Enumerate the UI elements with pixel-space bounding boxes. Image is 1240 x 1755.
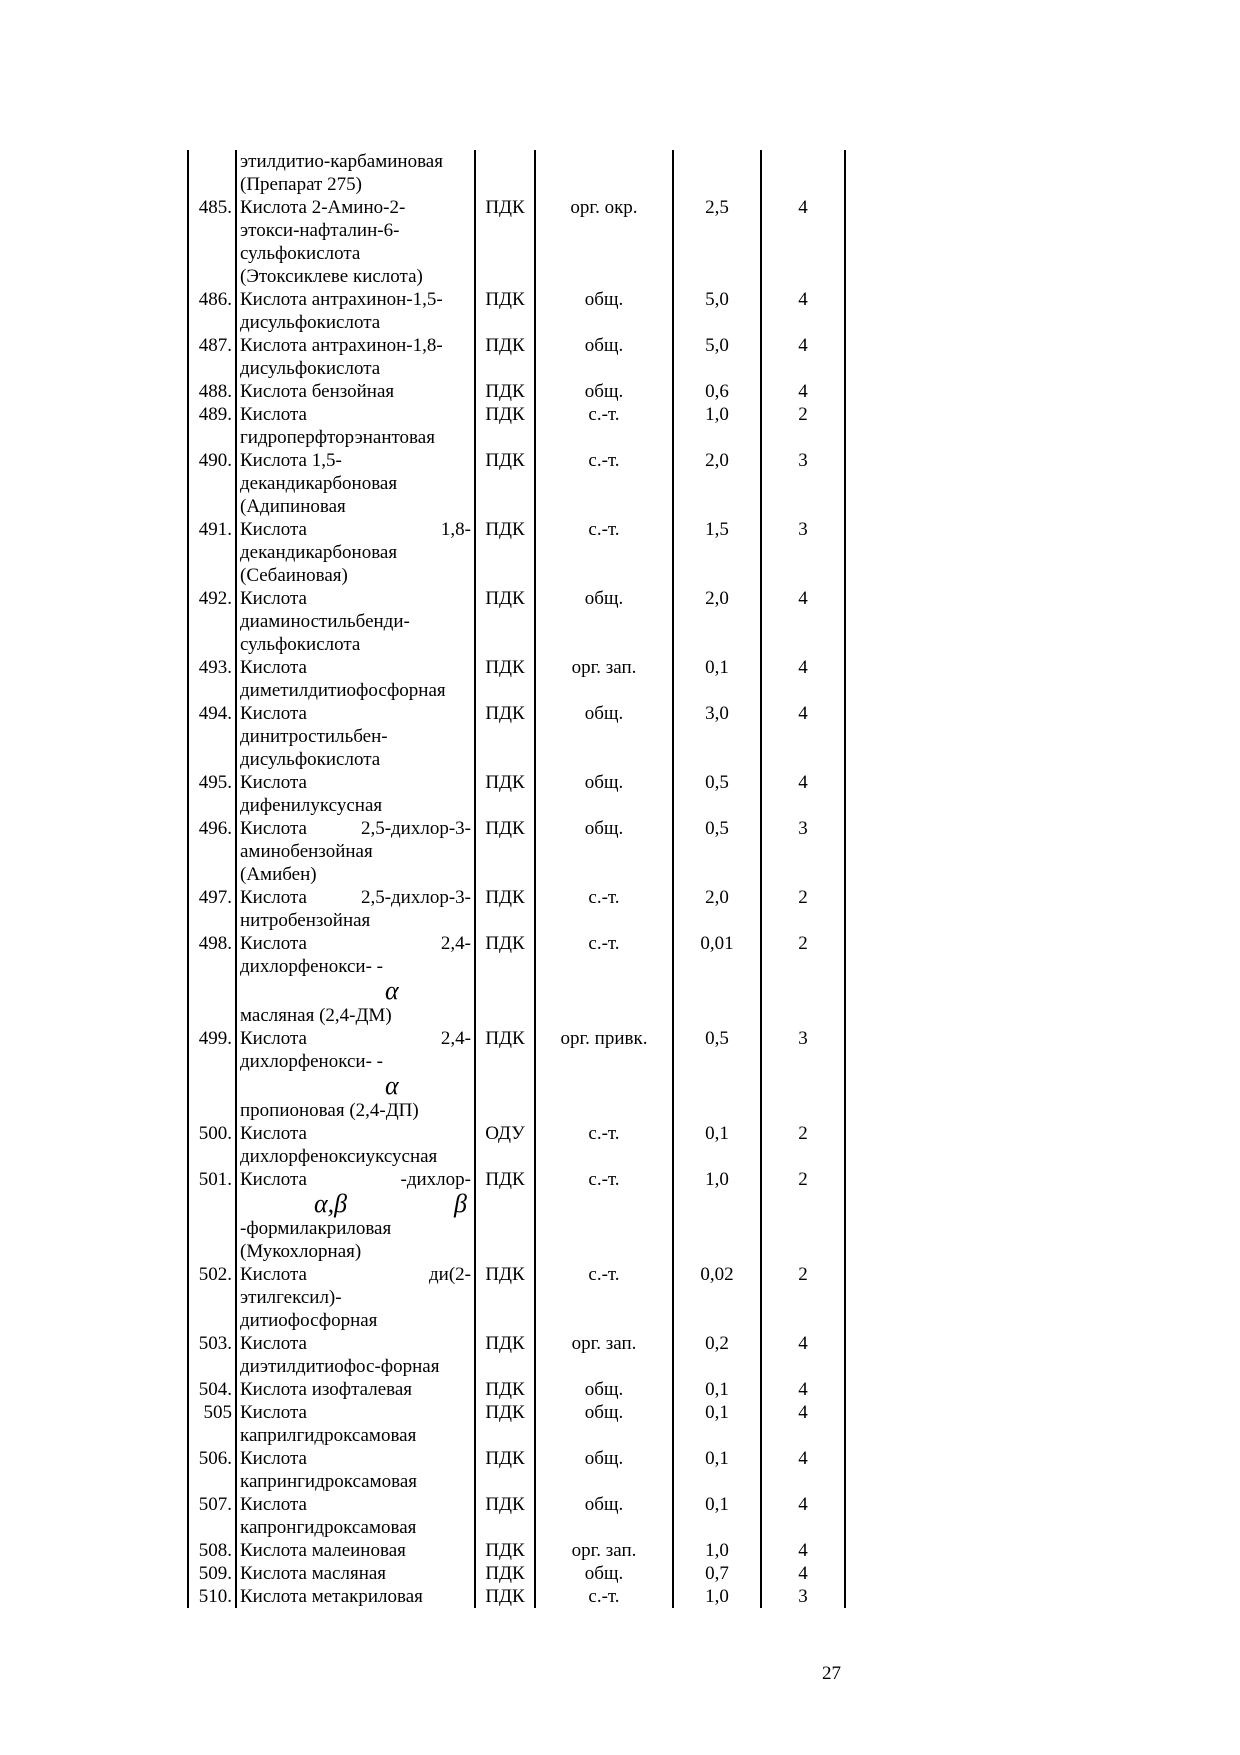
substance-name — [236, 702, 475, 771]
norm-type: ПДК — [475, 656, 535, 702]
name-line: (Себаиновая) — [240, 565, 348, 586]
hazard-sign: орг. зап. — [535, 1539, 673, 1562]
name-line: Кислота 2,4- — [240, 933, 471, 954]
name-line: капронгидроксамовая — [240, 1517, 417, 1538]
name-line: Кислота — [240, 404, 307, 425]
row-number: 499. — [188, 1027, 236, 1122]
hazard-sign: с.-т. — [535, 932, 673, 1027]
name-line: Кислота изофталевая — [240, 1379, 413, 1400]
norm-type: ПДК — [475, 449, 535, 518]
name-line: дихлорфенокси- - — [240, 1051, 383, 1072]
substance-name — [236, 817, 475, 886]
norm-type: ПДК — [475, 1263, 535, 1332]
substance-name — [236, 380, 475, 403]
norm-value: 1,0 — [673, 1585, 761, 1608]
name-line: Кислота — [240, 772, 307, 793]
name-line: Кислота — [240, 703, 307, 724]
hazard-sign: общ. — [535, 1401, 673, 1447]
hazard-sign: орг. зап. — [535, 1332, 673, 1378]
name-line: масляная (2,4-ДМ) — [240, 1005, 392, 1026]
table-row — [188, 587, 845, 656]
hazard-sign: общ. — [535, 771, 673, 817]
norm-value: 2,0 — [673, 886, 761, 932]
hazard-sign: орг. окр. — [535, 196, 673, 288]
greek-symbol: α — [385, 1071, 399, 1100]
substance-name — [236, 1401, 475, 1447]
name-line: (Адипиновая — [240, 496, 346, 517]
row-number: 489. — [188, 403, 236, 449]
hazard-class: 4 — [761, 702, 845, 771]
norm-value: 0,1 — [673, 1122, 761, 1168]
table-row — [188, 1263, 845, 1332]
substance-name — [236, 150, 475, 196]
substance-name — [236, 1332, 475, 1378]
norm-type: ПДК — [475, 1539, 535, 1562]
name-line: -формилакриловая — [240, 1218, 392, 1239]
norm-value: 5,0 — [673, 288, 761, 334]
table-row — [188, 932, 845, 1027]
hazard-sign: с.-т. — [535, 1122, 673, 1168]
substance-name — [236, 518, 475, 587]
table-row — [188, 656, 845, 702]
hazard-class: 3 — [761, 1027, 845, 1122]
table-row — [188, 334, 845, 380]
substance-name — [236, 1585, 475, 1608]
substance-name — [236, 1562, 475, 1585]
name-line: декандикарбоновая — [240, 542, 398, 563]
hazard-sign: орг. привк. — [535, 1027, 673, 1122]
name-line: дисульфокислота — [240, 312, 381, 333]
name-line: Кислота — [240, 1333, 307, 1354]
page-number: 27 — [822, 1663, 841, 1684]
norm-type: ОДУ — [475, 1122, 535, 1168]
hazard-sign: общ. — [535, 288, 673, 334]
substance-name — [236, 656, 475, 702]
row-number: 506. — [188, 1447, 236, 1493]
name-line: дисульфокислота — [240, 749, 381, 770]
hazard-class: 3 — [761, 518, 845, 587]
hazard-sign: с.-т. — [535, 886, 673, 932]
substance-name — [236, 587, 475, 656]
norm-type: ПДК — [475, 380, 535, 403]
norm-value: 0,1 — [673, 1493, 761, 1539]
table-row — [188, 380, 845, 403]
row-number: 500. — [188, 1122, 236, 1168]
name-line: диаминостильбенди- — [240, 611, 410, 632]
hazard-class: 4 — [761, 771, 845, 817]
name-line: Кислота — [240, 588, 307, 609]
hazard-class: 4 — [761, 1447, 845, 1493]
row-number: 498. — [188, 932, 236, 1027]
norm-value: 2,0 — [673, 587, 761, 656]
hazard-class: 4 — [761, 196, 845, 288]
hazard-sign: общ. — [535, 702, 673, 771]
norm-value: 0,1 — [673, 1401, 761, 1447]
name-line: Кислота 2,5-дихлор-3- — [240, 818, 471, 839]
hazard-class: 4 — [761, 380, 845, 403]
norm-type: ПДК — [475, 196, 535, 288]
hazard-class: 3 — [761, 817, 845, 886]
name-line: динитростильбен- — [240, 726, 388, 747]
hazard-sign: с.-т. — [535, 1168, 673, 1263]
name-line: Кислота — [240, 1448, 307, 1469]
hazard-sign: с.-т. — [535, 518, 673, 587]
norm-value: 1,0 — [673, 1539, 761, 1562]
name-line: этилдитио-карбаминовая — [240, 151, 443, 172]
substances-table — [187, 150, 846, 1608]
hazard-sign: общ. — [535, 1447, 673, 1493]
name-line: (Мукохлорная) — [240, 1241, 362, 1262]
hazard-class — [761, 150, 845, 196]
name-line: сульфокислота — [240, 243, 361, 264]
name-line: Кислота — [240, 657, 307, 678]
name-line: этилгексил)- — [240, 1287, 342, 1308]
row-number: 502. — [188, 1263, 236, 1332]
hazard-class: 2 — [761, 1122, 845, 1168]
norm-value: 0,02 — [673, 1263, 761, 1332]
name-line: Кислота бензойная — [240, 381, 395, 402]
name-line: диметилдитиофосфорная — [240, 680, 446, 701]
row-number: 510. — [188, 1585, 236, 1608]
norm-value: 2,0 — [673, 449, 761, 518]
substance-name — [236, 1447, 475, 1493]
name-line: Кислота 2,4- — [240, 1028, 471, 1049]
name-line: каприлгидроксамовая — [240, 1425, 417, 1446]
hazard-sign: с.-т. — [535, 1263, 673, 1332]
name-line: дихлорфеноксиуксусная — [240, 1146, 438, 1167]
hazard-sign: орг. зап. — [535, 656, 673, 702]
name-line: пропионовая (2,4-ДП) — [240, 1100, 419, 1121]
row-number: 488. — [188, 380, 236, 403]
norm-type: ПДК — [475, 518, 535, 587]
row-number: 495. — [188, 771, 236, 817]
norm-value: 0,6 — [673, 380, 761, 403]
norm-type: ПДК — [475, 886, 535, 932]
hazard-class: 2 — [761, 886, 845, 932]
name-line: Кислота антрахинон-1,8- — [240, 335, 443, 356]
norm-type: ПДК — [475, 1378, 535, 1401]
table-row — [188, 1562, 845, 1585]
hazard-sign: общ. — [535, 1378, 673, 1401]
hazard-class: 4 — [761, 1378, 845, 1401]
norm-type: ПДК — [475, 1493, 535, 1539]
substance-name — [236, 1539, 475, 1562]
norm-type: ПДК — [475, 587, 535, 656]
table-row — [188, 150, 845, 196]
substance-name — [236, 1122, 475, 1168]
norm-type — [475, 150, 535, 196]
substance-name — [236, 1027, 475, 1122]
name-line: Кислота — [240, 1494, 307, 1515]
name-line: диэтилдитиофос-форная — [240, 1356, 440, 1377]
hazard-sign — [535, 150, 673, 196]
row-number: 494. — [188, 702, 236, 771]
substance-name — [236, 449, 475, 518]
name-line: дисульфокислота — [240, 358, 381, 379]
name-line: Кислота 1,5- — [240, 450, 342, 471]
table-row — [188, 1447, 845, 1493]
norm-value: 1,0 — [673, 403, 761, 449]
table-body — [188, 150, 845, 1608]
table-row — [188, 771, 845, 817]
table-row — [188, 518, 845, 587]
substance-name — [236, 334, 475, 380]
norm-type: ПДК — [475, 1585, 535, 1608]
norm-type: ПДК — [475, 1447, 535, 1493]
row-number: 491. — [188, 518, 236, 587]
row-number: 501. — [188, 1168, 236, 1263]
name-line: Кислота — [240, 1123, 307, 1144]
norm-value: 0,1 — [673, 1447, 761, 1493]
norm-value: 0,01 — [673, 932, 761, 1027]
name-line: капрингидроксамовая — [240, 1471, 418, 1492]
row-number: 487. — [188, 334, 236, 380]
hazard-class: 4 — [761, 1539, 845, 1562]
name-line: Кислота — [240, 1402, 307, 1423]
hazard-class: 3 — [761, 1585, 845, 1608]
table-row — [188, 1027, 845, 1122]
substances-table-container — [187, 150, 844, 1608]
hazard-class: 2 — [761, 1168, 845, 1263]
table-row — [188, 1168, 845, 1263]
hazard-sign: с.-т. — [535, 449, 673, 518]
row-number: 497. — [188, 886, 236, 932]
name-line: Кислота 2-Амино-2- — [240, 197, 406, 218]
table-row — [188, 1401, 845, 1447]
norm-type: ПДК — [475, 932, 535, 1027]
name-line: Кислота метакриловая — [240, 1586, 423, 1607]
hazard-class: 4 — [761, 1493, 845, 1539]
name-line: дихлорфенокси- - — [240, 956, 383, 977]
table-row — [188, 1378, 845, 1401]
norm-type: ПДК — [475, 288, 535, 334]
norm-value: 2,5 — [673, 196, 761, 288]
name-line: дифенилуксусная — [240, 795, 383, 816]
name-line: гидроперфторэнантовая — [240, 427, 435, 448]
norm-value: 1,0 — [673, 1168, 761, 1263]
norm-type: ПДК — [475, 403, 535, 449]
hazard-sign: общ. — [535, 1493, 673, 1539]
table-row — [188, 196, 845, 288]
row-number: 493. — [188, 656, 236, 702]
norm-value: 0,5 — [673, 771, 761, 817]
norm-type: ПДК — [475, 334, 535, 380]
name-line: Кислота 2,5-дихлор-3- — [240, 887, 471, 908]
name-line: Кислота -дихлор- — [240, 1169, 471, 1190]
norm-type: ПДК — [475, 1027, 535, 1122]
table-row — [188, 1539, 845, 1562]
table-row — [188, 702, 845, 771]
norm-type: ПДК — [475, 1332, 535, 1378]
substance-name — [236, 1493, 475, 1539]
substance-name — [236, 886, 475, 932]
row-number: 503. — [188, 1332, 236, 1378]
name-line: аминобензойная — [240, 841, 373, 862]
name-line: Кислота ди(2- — [240, 1264, 471, 1285]
substance-name — [236, 1378, 475, 1401]
name-line: Кислота антрахинон-1,5- — [240, 289, 443, 310]
row-number: 486. — [188, 288, 236, 334]
substance-name — [236, 288, 475, 334]
norm-value: 5,0 — [673, 334, 761, 380]
substance-name — [236, 1168, 475, 1263]
hazard-sign: общ. — [535, 334, 673, 380]
norm-value: 0,5 — [673, 817, 761, 886]
name-line: (Препарат 275) — [240, 174, 362, 195]
norm-value: 0,1 — [673, 1378, 761, 1401]
norm-value: 0,5 — [673, 1027, 761, 1122]
greek-symbol: α,β β — [314, 1189, 467, 1218]
norm-value: 3,0 — [673, 702, 761, 771]
table-row — [188, 1585, 845, 1608]
hazard-class: 2 — [761, 932, 845, 1027]
row-number: 508. — [188, 1539, 236, 1562]
substance-name — [236, 771, 475, 817]
substance-name — [236, 1263, 475, 1332]
hazard-sign: общ. — [535, 380, 673, 403]
greek-symbol: α — [385, 976, 399, 1005]
row-number: 492. — [188, 587, 236, 656]
hazard-class: 4 — [761, 1332, 845, 1378]
row-number: 496. — [188, 817, 236, 886]
name-line: нитробензойная — [240, 910, 371, 931]
name-line: дитиофосфорная — [240, 1310, 378, 1331]
row-number: 509. — [188, 1562, 236, 1585]
hazard-class: 4 — [761, 1401, 845, 1447]
row-number — [188, 150, 236, 196]
norm-value: 0,2 — [673, 1332, 761, 1378]
table-row — [188, 1493, 845, 1539]
hazard-class: 4 — [761, 656, 845, 702]
name-line: декандикарбоновая — [240, 473, 398, 494]
hazard-class: 4 — [761, 334, 845, 380]
row-number: 504. — [188, 1378, 236, 1401]
name-line: Кислота масляная — [240, 1563, 387, 1584]
table-row — [188, 1122, 845, 1168]
substance-name — [236, 403, 475, 449]
table-row — [188, 449, 845, 518]
hazard-sign: общ. — [535, 587, 673, 656]
norm-value: 1,5 — [673, 518, 761, 587]
hazard-class: 4 — [761, 288, 845, 334]
norm-type: ПДК — [475, 1401, 535, 1447]
table-row — [188, 288, 845, 334]
hazard-class: 2 — [761, 1263, 845, 1332]
table-row — [188, 886, 845, 932]
hazard-sign: общ. — [535, 1562, 673, 1585]
table-row — [188, 1332, 845, 1378]
row-number: 505 — [188, 1401, 236, 1447]
norm-value: 0,1 — [673, 656, 761, 702]
norm-type: ПДК — [475, 1168, 535, 1263]
norm-value — [673, 150, 761, 196]
norm-value: 0,7 — [673, 1562, 761, 1585]
substance-name — [236, 196, 475, 288]
hazard-class: 4 — [761, 587, 845, 656]
name-line: сульфокислота — [240, 634, 361, 655]
table-row — [188, 817, 845, 886]
hazard-sign: с.-т. — [535, 1585, 673, 1608]
table-row — [188, 403, 845, 449]
name-line: этокси-нафталин-6- — [240, 220, 400, 241]
substance-name — [236, 932, 475, 1027]
hazard-class: 4 — [761, 1562, 845, 1585]
row-number: 490. — [188, 449, 236, 518]
hazard-class: 3 — [761, 449, 845, 518]
hazard-sign: с.-т. — [535, 403, 673, 449]
name-line: (Амибен) — [240, 864, 317, 885]
hazard-sign: общ. — [535, 817, 673, 886]
name-line: Кислота малеиновая — [240, 1540, 406, 1561]
norm-type: ПДК — [475, 702, 535, 771]
norm-type: ПДК — [475, 817, 535, 886]
name-line: Кислота 1,8- — [240, 519, 471, 540]
norm-type: ПДК — [475, 771, 535, 817]
norm-type: ПДК — [475, 1562, 535, 1585]
hazard-class: 2 — [761, 403, 845, 449]
row-number: 485. — [188, 196, 236, 288]
name-line: (Этоксиклеве кислота) — [240, 266, 423, 287]
row-number: 507. — [188, 1493, 236, 1539]
